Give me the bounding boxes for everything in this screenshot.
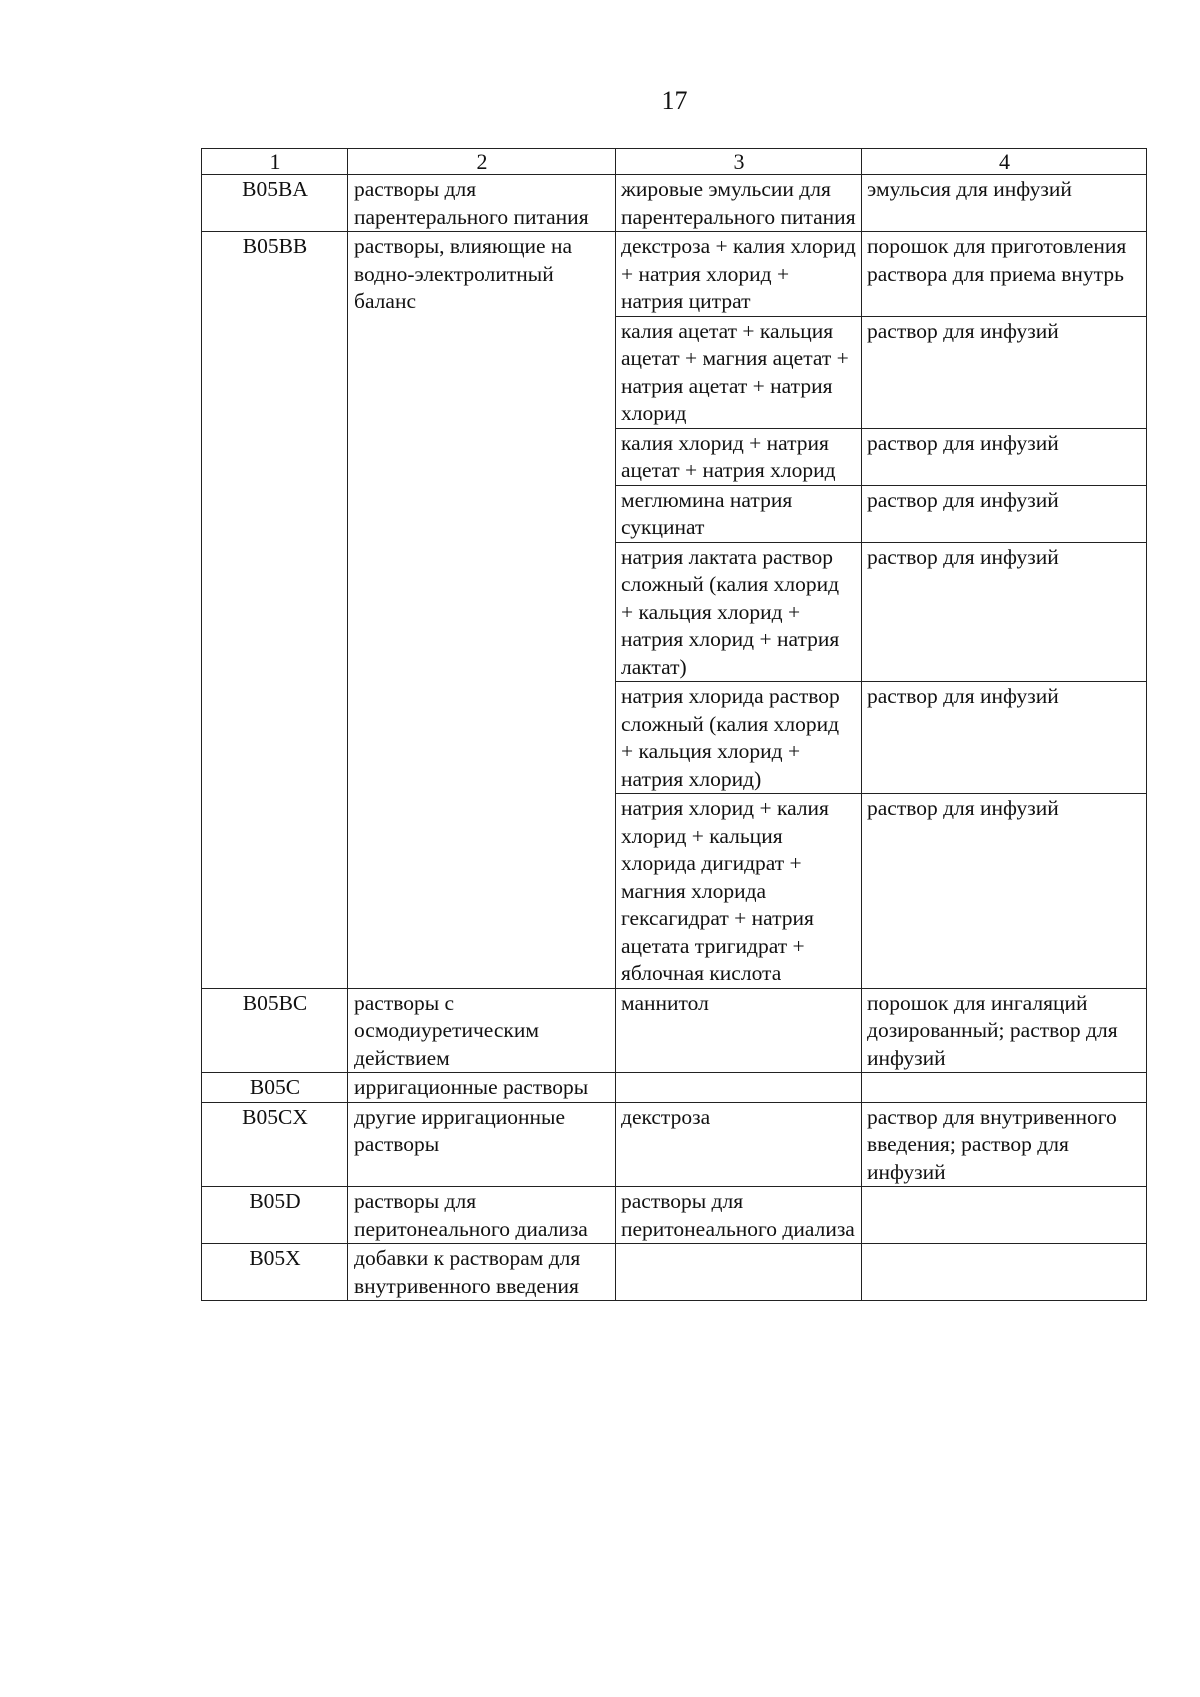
drug-table bbox=[201, 148, 1147, 1301]
group-name-cell: растворы, влияющие на водно-электролитный баланс bbox=[348, 232, 616, 989]
group-name-cell: добавки к растворам для внутривенного введения bbox=[348, 1244, 616, 1301]
table-row bbox=[202, 988, 1147, 1073]
column-header: 3 bbox=[616, 149, 862, 175]
substance-cell: калия хлорид + натрия ацетат + натрия хлорид bbox=[616, 428, 862, 485]
group-name-cell: другие ирригационные растворы bbox=[348, 1102, 616, 1187]
substance-cell: маннитол bbox=[616, 988, 862, 1073]
table-body bbox=[202, 149, 1147, 1301]
table-row bbox=[202, 1244, 1147, 1301]
table-row bbox=[202, 232, 1147, 317]
dosage-form-cell: раствор для инфузий bbox=[862, 542, 1147, 682]
substance-cell: жировые эмульсии для парентерального питания bbox=[616, 175, 862, 232]
substance-cell: меглюмина натрия сукцинат bbox=[616, 485, 862, 542]
dosage-form-cell: раствор для инфузий bbox=[862, 682, 1147, 794]
substance-cell: декстроза bbox=[616, 1102, 862, 1187]
table-row bbox=[202, 1187, 1147, 1244]
column-header: 4 bbox=[862, 149, 1147, 175]
dosage-form-cell: раствор для инфузий bbox=[862, 485, 1147, 542]
dosage-form-cell: раствор для инфузий bbox=[862, 316, 1147, 428]
atc-code-cell: B05X bbox=[202, 1244, 348, 1301]
substance-cell: натрия хлорида раствор сложный (калия хлорид + кальция хлорид + натрия хлорид) bbox=[616, 682, 862, 794]
group-name-cell: ирригационные растворы bbox=[348, 1073, 616, 1103]
dosage-form-cell bbox=[862, 1187, 1147, 1244]
substance-cell: растворы для перитонеального диализа bbox=[616, 1187, 862, 1244]
atc-code-cell: B05D bbox=[202, 1187, 348, 1244]
dosage-form-cell bbox=[862, 1244, 1147, 1301]
dosage-form-cell bbox=[862, 1073, 1147, 1103]
group-name-cell: растворы с осмодиуретическим действием bbox=[348, 988, 616, 1073]
dosage-form-cell: раствор для внутривенного введения; раствор для инфузий bbox=[862, 1102, 1147, 1187]
column-header: 2 bbox=[348, 149, 616, 175]
atc-code-cell: B05BB bbox=[202, 232, 348, 989]
group-name-cell: растворы для перитонеального диализа bbox=[348, 1187, 616, 1244]
page-number: 17 bbox=[661, 86, 688, 115]
atc-code-cell: B05CX bbox=[202, 1102, 348, 1187]
table-row bbox=[202, 1102, 1147, 1187]
column-header: 1 bbox=[202, 149, 348, 175]
atc-code-cell: B05BA bbox=[202, 175, 348, 232]
dosage-form-cell: порошок для ингаляций дозированный; раствор для инфузий bbox=[862, 988, 1147, 1073]
header-row bbox=[202, 149, 1147, 175]
dosage-form-cell: эмульсия для инфузий bbox=[862, 175, 1147, 232]
atc-code-cell: B05C bbox=[202, 1073, 348, 1103]
group-name-cell: растворы для парентерального питания bbox=[348, 175, 616, 232]
substance-cell: натрия хлорид + калия хлорид + кальция хлорида дигидрат + магния хлорида гексагидрат + натрия ацетата тригидрат + яблочная кислота bbox=[616, 794, 862, 989]
substance-cell bbox=[616, 1073, 862, 1103]
dosage-form-cell: порошок для приготовления раствора для приема внутрь bbox=[862, 232, 1147, 317]
dosage-form-cell: раствор для инфузий bbox=[862, 794, 1147, 989]
dosage-form-cell: раствор для инфузий bbox=[862, 428, 1147, 485]
table-row bbox=[202, 175, 1147, 232]
substance-cell: декстроза + калия хлорид + натрия хлорид + натрия цитрат bbox=[616, 232, 862, 317]
atc-code-cell: B05BC bbox=[202, 988, 348, 1073]
substance-cell: натрия лактата раствор сложный (калия хлорид + кальция хлорид + натрия хлорид + натрия лактат) bbox=[616, 542, 862, 682]
substance-cell: калия ацетат + кальция ацетат + магния ацетат + натрия ацетат + натрия хлорид bbox=[616, 316, 862, 428]
substance-cell bbox=[616, 1244, 862, 1301]
table-row bbox=[202, 1073, 1147, 1103]
